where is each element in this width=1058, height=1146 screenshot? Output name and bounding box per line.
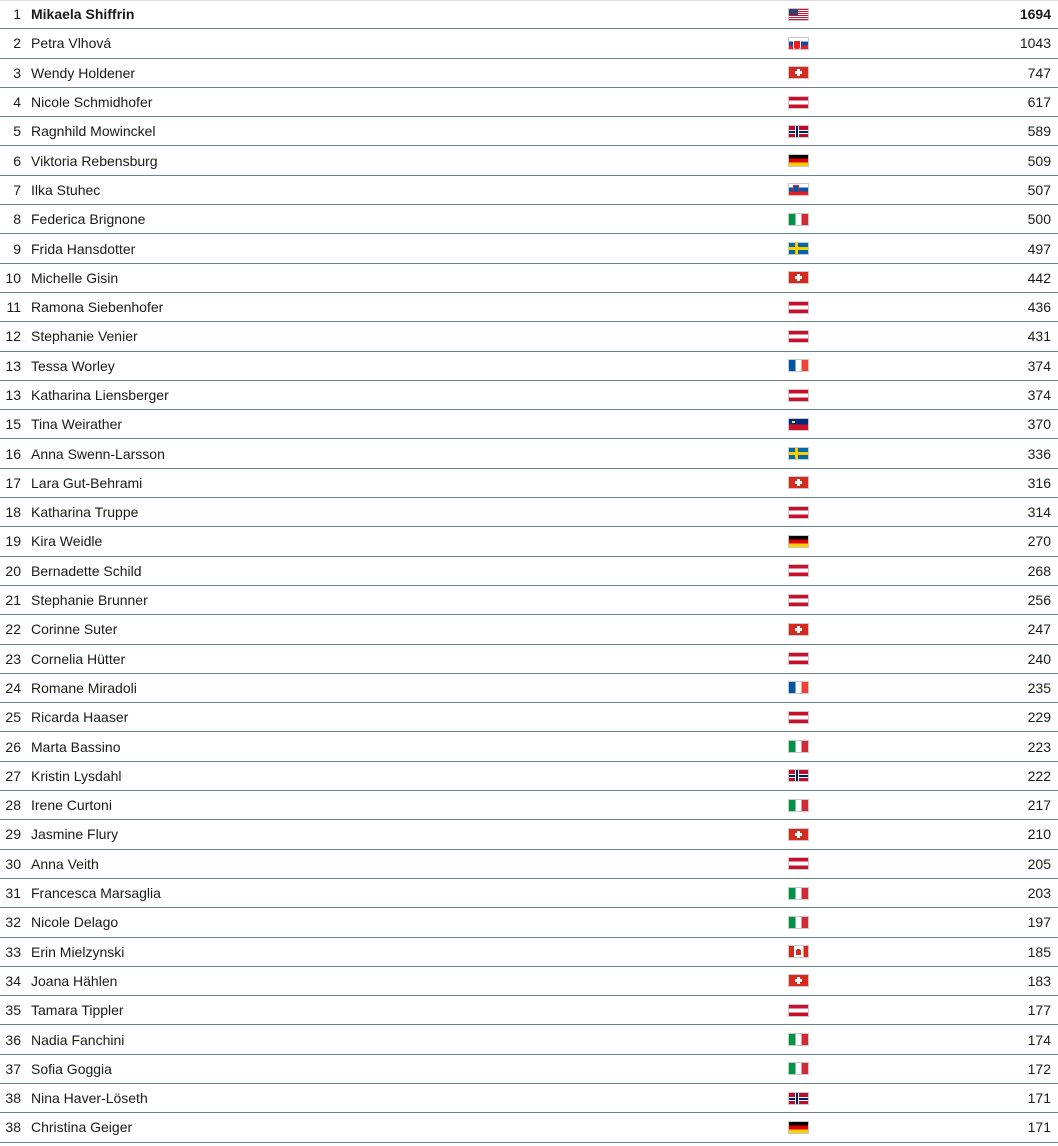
austria-flag-icon bbox=[788, 301, 809, 314]
points-cell: 509 bbox=[1027, 152, 1051, 169]
italy-flag-icon bbox=[788, 799, 809, 812]
athlete-name-link[interactable]: Christina Geiger bbox=[31, 1119, 133, 1136]
table-row bbox=[0, 264, 1058, 293]
points-cell: 177 bbox=[1027, 1002, 1051, 1019]
rank-cell: 34 bbox=[5, 972, 21, 989]
rank-cell: 7 bbox=[13, 181, 21, 198]
table-row bbox=[0, 410, 1058, 439]
athlete-name-link[interactable]: Frida Hansdotter bbox=[31, 240, 136, 257]
austria-flag-icon bbox=[788, 564, 809, 577]
switzerland-flag-icon bbox=[788, 66, 809, 79]
austria-flag-icon bbox=[788, 96, 809, 109]
austria-flag-icon bbox=[788, 506, 809, 519]
athlete-name-link[interactable]: Katharina Truppe bbox=[31, 504, 139, 521]
athlete-name-link[interactable]: Katharina Liensberger bbox=[31, 387, 169, 403]
athlete-name-link[interactable]: Corinne Suter bbox=[31, 621, 118, 638]
points-cell: 589 bbox=[1027, 123, 1051, 140]
rank-cell: 36 bbox=[5, 1031, 21, 1048]
rank-cell: 23 bbox=[5, 650, 21, 667]
table-row bbox=[0, 59, 1058, 88]
athlete-name-link[interactable]: Ilka Stuhec bbox=[31, 181, 101, 198]
table-row bbox=[0, 527, 1058, 556]
points-cell: 268 bbox=[1027, 562, 1051, 579]
athlete-name-link[interactable]: Ricarda Haaser bbox=[31, 709, 129, 726]
rank-cell: 16 bbox=[5, 445, 21, 462]
rank-cell: 38 bbox=[5, 1090, 21, 1107]
points-cell: 247 bbox=[1027, 621, 1051, 638]
norway-flag-icon bbox=[788, 769, 809, 782]
athlete-name-link[interactable]: Nicole Delago bbox=[31, 914, 119, 931]
rank-cell: 18 bbox=[5, 504, 21, 521]
athlete-name-link[interactable]: Tessa Worley bbox=[31, 357, 115, 374]
norway-flag-icon bbox=[788, 1092, 809, 1105]
rank-cell: 12 bbox=[5, 328, 21, 345]
athlete-name-link[interactable]: Kira Weidle bbox=[31, 533, 103, 550]
points-cell: 185 bbox=[1027, 943, 1051, 960]
athlete-name-link[interactable]: Tamara Tippler bbox=[31, 1002, 124, 1019]
table-row bbox=[0, 146, 1058, 175]
table-row bbox=[0, 996, 1058, 1025]
athlete-name-link[interactable]: Cornelia Hütter bbox=[31, 650, 126, 667]
austria-flag-icon bbox=[788, 857, 809, 870]
rank-cell: 29 bbox=[5, 826, 21, 843]
table-row bbox=[0, 586, 1058, 615]
table-row bbox=[0, 498, 1058, 527]
athlete-name-link[interactable]: Anna Swenn-Larsson bbox=[31, 445, 165, 462]
table-row bbox=[0, 29, 1058, 58]
athlete-name-link[interactable]: Francesca Marsaglia bbox=[31, 885, 161, 902]
rank-cell: 1 bbox=[13, 6, 21, 23]
austria-flag-icon bbox=[788, 711, 809, 724]
table-row bbox=[0, 469, 1058, 498]
rank-cell: 26 bbox=[5, 738, 21, 755]
france-flag-icon bbox=[788, 681, 809, 694]
table-row bbox=[0, 439, 1058, 468]
table-row bbox=[0, 1025, 1058, 1054]
rank-cell: 22 bbox=[5, 621, 21, 638]
points-cell: 314 bbox=[1027, 504, 1051, 521]
rank-cell: 15 bbox=[5, 416, 21, 433]
austria-flag-icon bbox=[788, 389, 809, 402]
italy-flag-icon bbox=[788, 1062, 809, 1075]
switzerland-flag-icon bbox=[788, 476, 809, 489]
slovenia-flag-icon bbox=[788, 183, 809, 196]
athlete-name-link[interactable]: Nicole Schmidhofer bbox=[31, 94, 153, 111]
athlete-name-link[interactable]: Wendy Holdener bbox=[31, 64, 136, 81]
sweden-flag-icon bbox=[788, 447, 809, 460]
italy-flag-icon bbox=[788, 916, 809, 929]
rank-cell: 13 bbox=[5, 387, 21, 403]
athlete-name-link[interactable]: Mikaela Shiffrin bbox=[31, 6, 135, 23]
points-cell: 507 bbox=[1027, 181, 1051, 198]
athlete-name-link[interactable]: Joana Hählen bbox=[31, 972, 118, 989]
athlete-name-link[interactable]: Stephanie Venier bbox=[31, 328, 138, 345]
norway-flag-icon bbox=[788, 125, 809, 138]
points-cell: 256 bbox=[1027, 592, 1051, 609]
athlete-name-link[interactable]: Tina Weirather bbox=[31, 416, 123, 433]
points-cell: 203 bbox=[1027, 885, 1051, 902]
athlete-name-link[interactable]: Sofia Goggia bbox=[31, 1060, 112, 1077]
rank-cell: 35 bbox=[5, 1002, 21, 1019]
table-row bbox=[0, 88, 1058, 117]
table-row bbox=[0, 381, 1058, 410]
points-cell: 222 bbox=[1027, 767, 1051, 784]
rank-cell: 30 bbox=[5, 855, 21, 872]
table-row bbox=[0, 732, 1058, 761]
germany-flag-icon bbox=[788, 154, 809, 167]
table-row bbox=[0, 703, 1058, 732]
points-cell: 229 bbox=[1027, 709, 1051, 726]
athlete-name-link[interactable]: Viktoria Rebensburg bbox=[31, 152, 158, 169]
athlete-name-link[interactable]: Anna Veith bbox=[31, 855, 99, 872]
table-row bbox=[0, 908, 1058, 937]
points-cell: 235 bbox=[1027, 679, 1051, 696]
rank-cell: 31 bbox=[5, 885, 21, 902]
points-cell: 370 bbox=[1027, 416, 1051, 433]
athlete-name-link[interactable]: Lara Gut-Behrami bbox=[31, 474, 143, 491]
points-cell: 617 bbox=[1027, 94, 1051, 111]
germany-flag-icon bbox=[788, 535, 809, 548]
points-cell: 210 bbox=[1027, 826, 1051, 843]
athlete-name-link[interactable]: Romane Miradoli bbox=[31, 679, 137, 696]
switzerland-flag-icon bbox=[788, 271, 809, 284]
canada-flag-icon bbox=[788, 945, 809, 958]
points-cell: 431 bbox=[1027, 328, 1051, 345]
points-cell: 171 bbox=[1027, 1090, 1051, 1107]
rank-cell: 10 bbox=[5, 269, 21, 286]
points-cell: 747 bbox=[1027, 64, 1051, 81]
austria-flag-icon bbox=[788, 594, 809, 607]
points-cell: 442 bbox=[1027, 269, 1051, 286]
rank-cell: 27 bbox=[5, 767, 21, 784]
table-row bbox=[0, 820, 1058, 849]
points-cell: 240 bbox=[1027, 650, 1051, 667]
athlete-name-link[interactable]: Jasmine Flury bbox=[31, 826, 119, 843]
athlete-name-link[interactable]: Federica Brignone bbox=[31, 211, 146, 228]
italy-flag-icon bbox=[788, 213, 809, 226]
rank-cell: 19 bbox=[5, 533, 21, 550]
switzerland-flag-icon bbox=[788, 974, 809, 987]
rank-cell: 9 bbox=[13, 240, 21, 257]
rank-cell: 8 bbox=[13, 211, 21, 228]
points-cell: 197 bbox=[1027, 914, 1051, 931]
france-flag-icon bbox=[788, 359, 809, 372]
points-cell: 436 bbox=[1027, 299, 1051, 316]
table-row bbox=[0, 205, 1058, 234]
athlete-name-link[interactable]: Michelle Gisin bbox=[31, 269, 119, 286]
table-row bbox=[0, 645, 1058, 674]
table-row bbox=[0, 967, 1058, 996]
athlete-name-link[interactable]: Ragnhild Mowinckel bbox=[31, 123, 156, 140]
athlete-name-link[interactable]: Bernadette Schild bbox=[31, 562, 142, 579]
rank-cell: 3 bbox=[13, 64, 21, 81]
austria-flag-icon bbox=[788, 1004, 809, 1017]
italy-flag-icon bbox=[788, 1033, 809, 1046]
points-cell: 172 bbox=[1027, 1060, 1051, 1077]
points-cell: 171 bbox=[1027, 1119, 1051, 1136]
germany-flag-icon bbox=[788, 1121, 809, 1134]
points-cell: 223 bbox=[1027, 738, 1051, 755]
points-cell: 174 bbox=[1027, 1031, 1051, 1048]
table-row bbox=[0, 117, 1058, 146]
rank-cell: 38 bbox=[5, 1119, 21, 1136]
rank-cell: 20 bbox=[5, 562, 21, 579]
table-row bbox=[0, 850, 1058, 879]
rank-cell: 17 bbox=[5, 474, 21, 491]
table-row bbox=[0, 879, 1058, 908]
switzerland-flag-icon bbox=[788, 623, 809, 636]
table-row bbox=[0, 674, 1058, 703]
usa-flag-icon bbox=[788, 8, 809, 21]
points-cell: 1694 bbox=[1019, 6, 1051, 23]
switzerland-flag-icon bbox=[788, 828, 809, 841]
athlete-name-link[interactable]: Irene Curtoni bbox=[31, 797, 112, 814]
athlete-name-link[interactable]: Petra Vlhová bbox=[31, 35, 112, 52]
rank-cell: 21 bbox=[5, 592, 21, 609]
athlete-name-link[interactable]: Kristin Lysdahl bbox=[31, 767, 122, 784]
points-cell: 374 bbox=[1027, 387, 1051, 403]
table-row bbox=[0, 352, 1058, 381]
italy-flag-icon bbox=[788, 740, 809, 753]
rank-cell: 2 bbox=[13, 35, 21, 52]
table-row bbox=[0, 322, 1058, 351]
points-cell: 500 bbox=[1027, 211, 1051, 228]
sweden-flag-icon bbox=[788, 242, 809, 255]
points-cell: 497 bbox=[1027, 240, 1051, 257]
table-row bbox=[0, 762, 1058, 791]
points-cell: 1043 bbox=[1019, 35, 1051, 52]
slovakia-flag-icon bbox=[788, 37, 809, 50]
table-row bbox=[0, 234, 1058, 263]
austria-flag-icon bbox=[788, 652, 809, 665]
rank-cell: 32 bbox=[5, 914, 21, 931]
table-row bbox=[0, 615, 1058, 644]
points-cell: 183 bbox=[1027, 972, 1051, 989]
austria-flag-icon bbox=[788, 330, 809, 343]
athlete-name-link[interactable]: Erin Mielzynski bbox=[31, 943, 125, 960]
athlete-name-link[interactable]: Nina Haver-Löseth bbox=[31, 1090, 148, 1107]
athlete-name-link[interactable]: Ramona Siebenhofer bbox=[31, 299, 164, 316]
italy-flag-icon bbox=[788, 887, 809, 900]
rank-cell: 5 bbox=[13, 123, 21, 140]
rank-cell: 37 bbox=[5, 1060, 21, 1077]
rank-cell: 13 bbox=[5, 357, 21, 374]
points-cell: 316 bbox=[1027, 474, 1051, 491]
athlete-name-link[interactable]: Stephanie Brunner bbox=[31, 592, 148, 609]
points-cell: 336 bbox=[1027, 445, 1051, 462]
rank-cell: 25 bbox=[5, 709, 21, 726]
rank-cell: 4 bbox=[13, 94, 21, 111]
table-row bbox=[0, 293, 1058, 322]
table-row bbox=[0, 176, 1058, 205]
liechtenstein-flag-icon bbox=[788, 418, 809, 431]
table-row bbox=[0, 1113, 1058, 1142]
rank-cell: 11 bbox=[6, 299, 21, 316]
points-cell: 205 bbox=[1027, 855, 1051, 872]
athlete-name-link[interactable]: Nadia Fanchini bbox=[31, 1031, 125, 1048]
rank-cell: 6 bbox=[13, 152, 21, 169]
table-row bbox=[0, 938, 1058, 967]
rank-cell: 28 bbox=[5, 797, 21, 814]
points-cell: 374 bbox=[1027, 357, 1051, 374]
table-row bbox=[0, 1084, 1058, 1113]
table-row bbox=[0, 557, 1058, 586]
table-row bbox=[0, 1055, 1058, 1084]
points-cell: 217 bbox=[1027, 797, 1051, 814]
rank-cell: 33 bbox=[5, 943, 21, 960]
table-row bbox=[0, 0, 1058, 29]
rank-cell: 24 bbox=[5, 679, 21, 696]
table-row bbox=[0, 791, 1058, 820]
points-cell: 270 bbox=[1027, 533, 1051, 550]
athlete-name-link[interactable]: Marta Bassino bbox=[31, 738, 121, 755]
